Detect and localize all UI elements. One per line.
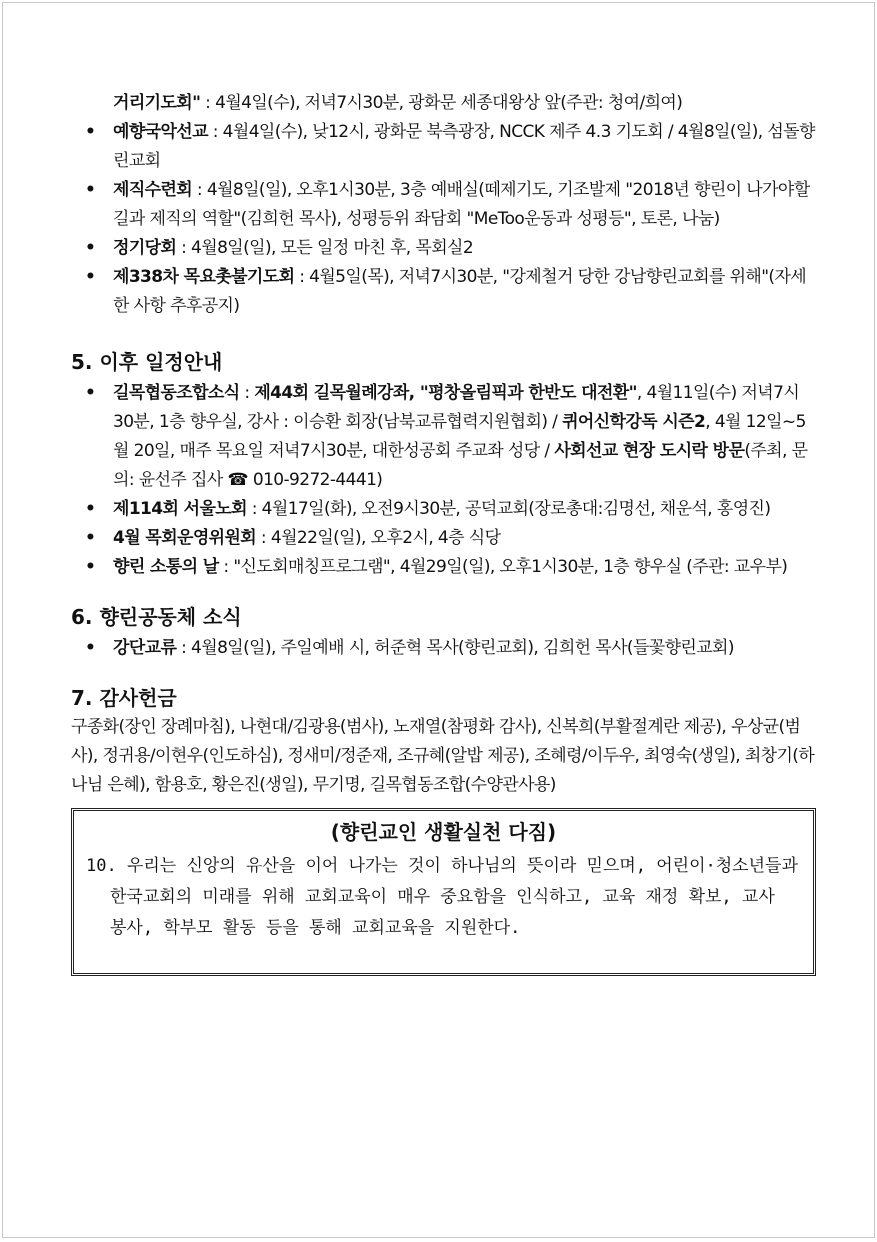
item-text: : 4월22일(일), 오후2시, 4층 식당 bbox=[256, 528, 501, 548]
bullet: • bbox=[85, 267, 96, 287]
pledge-box bbox=[71, 808, 816, 976]
bullet: • bbox=[85, 122, 96, 142]
item-text: : 4월5일(목), 저녁7시30분, "강제철거 당한 강남향린교회를 위해"(자세한 사항 추후공지) bbox=[113, 267, 807, 316]
section-heading: 7. 감사헌금 bbox=[71, 686, 177, 710]
item-label: 향린 소통의 날 bbox=[113, 557, 219, 577]
lecture-title: 제44회 길목월례강좌, "평창올림픽과 한반도 대전환" bbox=[254, 383, 637, 403]
list-item bbox=[71, 118, 816, 176]
item-label: 제114회 서울노회 bbox=[113, 499, 247, 519]
bulletin-page bbox=[2, 2, 875, 1238]
section-heading: 5. 이후 일정안내 bbox=[71, 350, 223, 374]
bullet: • bbox=[85, 638, 96, 658]
queer-title: 퀴어신학강독 시즌2 bbox=[562, 412, 706, 432]
item-colon: : bbox=[239, 383, 255, 403]
item-text: : 4월8일(일), 오후1시30분, 3층 예배실(떼제기도, 기조발제 "2018년 향린이 나가야할 길과 제직의 역할"(김희헌 목사), 성평등위 좌담회 "MeToo운동과 성평등", 토론, 나눔) bbox=[113, 180, 810, 229]
item-label: 제직수련회 bbox=[113, 180, 193, 200]
item-text: : 4월8일(일), 모든 일정 마친 후, 목회실2 bbox=[176, 238, 474, 258]
list-item bbox=[71, 379, 816, 495]
item-text: : 4월4일(수), 낮12시, 광화문 북측광장, NCCK 제주 4.3 기도회 / 4월8일(일), 섬돌향린교회 bbox=[113, 122, 815, 171]
list-item bbox=[71, 524, 816, 553]
item-text: : 4월17일(화), 오전9시30분, 공덕교회(장로총대:김명선, 채운석, 홍영진) bbox=[246, 499, 771, 519]
bullet: • bbox=[85, 557, 96, 577]
lecture-detail: , 4월11일(수) 저녁7시30분, 1층 향우실, 강사 : 이승환 회장(남북교류협력지원협회) / bbox=[113, 383, 800, 432]
item-label: 거리기도회" bbox=[113, 93, 201, 113]
queer-detail: , 4월 12일~5월 20일, 매주 목요일 저녁7시30분, 대한성공회 주교좌 성당 / bbox=[113, 412, 806, 461]
item-label: 정기당회 bbox=[113, 238, 177, 258]
pledge-title: (향린교인 생활실천 다짐) bbox=[330, 820, 557, 844]
item-label: 길목협동조합소식 bbox=[113, 383, 240, 403]
bullet: • bbox=[85, 238, 96, 258]
item-text: : 4월8일(일), 주일예배 시, 허준혁 목사(향린교회), 김희헌 목사(들꽃향린교회) bbox=[176, 638, 734, 658]
list-item bbox=[71, 263, 816, 321]
list-item bbox=[71, 553, 816, 582]
bulletin-content bbox=[71, 89, 816, 976]
item-text: : 4월4일(수), 저녁7시30분, 광화문 세종대왕상 앞(주관: 청여/희여) bbox=[200, 93, 683, 113]
list-item bbox=[71, 495, 816, 524]
item-label: 4월 목회운영위원회 bbox=[113, 528, 257, 548]
lunch-title: 사회선교 현장 도시락 방문 bbox=[554, 441, 745, 461]
lunch-detail: (주최, 문의: 윤선주 집사 ☎ 010-9272-4441) bbox=[113, 441, 808, 490]
bullet: • bbox=[85, 180, 96, 200]
item-text: : "신도회매칭프로그램", 4월29일(일), 오후1시30분, 1층 향우실 (주관: 교우부) bbox=[218, 557, 788, 577]
bullet: • bbox=[85, 383, 96, 403]
item-label: 강단교류 bbox=[113, 638, 177, 658]
bullet: • bbox=[85, 499, 96, 519]
list-item bbox=[71, 634, 816, 663]
pledge-text: 10. 우리는 신앙의 유산을 이어 나가는 것이 하나님의 뜻이라 믿으며, 어린이·청소년들과 한국교회의 미래를 위해 교회교육이 매우 중요함을 인식하고, 교육 재정 확보, 교사 봉사, 학부모 활동 등을 통해 교회교육을 지원한다. bbox=[86, 856, 798, 938]
section-heading: 6. 향린공동체 소식 bbox=[71, 605, 242, 629]
item-label: 예향국악선교 bbox=[113, 122, 208, 142]
list-item bbox=[71, 234, 816, 263]
list-item bbox=[71, 89, 816, 118]
bullet: • bbox=[85, 528, 96, 548]
item-label: 제338차 목요촛불기도회 bbox=[113, 267, 295, 287]
list-item bbox=[71, 176, 816, 234]
thanks-list: 구종화(장인 장례마침), 나현대/김광용(범사), 노재열(참평화 감사), 신복희(부활절계란 제공), 우상균(범사), 정귀용/이현우(인도하심), 정새미/정준재, 조규혜(알밥 제공), 조혜령/이두우, 최영숙(생일), 최창기(하나님 은혜), 함용호, 황은진(생일), 무기명, 길목협동조합(수양관사용) bbox=[71, 717, 815, 795]
